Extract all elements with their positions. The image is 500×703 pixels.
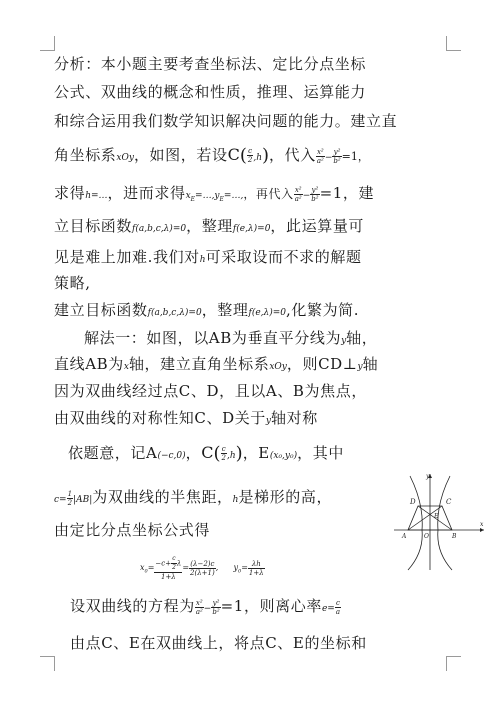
text-line-16: 由定比分点坐标公式得 <box>54 521 211 539</box>
text-fragment: ，如图，若设 <box>133 146 228 164</box>
label-d: D <box>410 498 416 506</box>
text-fragment: 求得 <box>54 184 86 202</box>
text-line-3: 和综合运用我们数学知识解决问题的能力。建立直 <box>54 112 398 130</box>
text-line-17: 设双曲线的方程为 $\frac{\text{x²}}{\text{a²}}$ − $\frac{\text{y²}}{\text{b²}}$ =1，则离心率e= $\frac{c}{a}$ <box>70 597 341 616</box>
math-h-dots: h=… <box>85 191 108 201</box>
fraction-c-over-a: $\frac{c}{a}$ <box>335 598 341 616</box>
hyperbola-right-branch <box>438 476 452 570</box>
math-h: h <box>199 255 206 265</box>
text-fragment: 可采取设而不求的解题 <box>205 248 362 266</box>
x-axis-arrow <box>480 528 484 532</box>
text-fragment: 轴，建立直角坐标系 <box>128 355 270 373</box>
text-fragment: ，代入 <box>269 146 316 164</box>
math-h: h <box>232 495 239 505</box>
margin-corner-bottom-right <box>446 656 461 671</box>
text-fragment: 建立目标函数 <box>54 301 148 319</box>
margin-corner-top-left <box>40 36 55 51</box>
text-line-7 <box>54 247 362 270</box>
text-fragment: ，整理 <box>201 301 249 319</box>
fraction-c-over-2: $\frac{c}{2}$ <box>247 147 253 164</box>
text-fragment: ，此运算量可 <box>270 217 365 235</box>
math-f-abc: f(a,b,c,λ)=0 <box>147 308 202 318</box>
math-xoy: xOy <box>269 362 287 372</box>
text-fragment: ,化繁为简. <box>286 301 360 319</box>
label-y: y <box>426 473 430 480</box>
text-line-4: 角坐标系xOy，如图，若设C( $\frac{c}{2}$ ,h)，代入 $\frac{\text{x²}}{\text{a²}}$ − $\frac{\text{y²}}{\text{b²}}$ =1， <box>54 145 369 166</box>
text-fragment: 轴 <box>362 355 379 373</box>
label-e: E <box>434 513 439 520</box>
text-line-8: 策略, <box>54 274 91 292</box>
ratio-formula: $x_0=$ −c+ $\frac{c}{2}$ λ 1+λ = $\frac{(\lambda-2)c}{2(\lambda+1)}$ , $y_0=$ $\frac{\lambda h}{1+\lambda}$ <box>140 555 264 581</box>
text-fragment: 立目标函数 <box>54 217 133 235</box>
margin-corner-top-right <box>446 36 461 51</box>
math-point-c: C( $\frac{c}{2}$ ,h) <box>227 145 270 166</box>
text-fragment: ，整理 <box>186 217 233 235</box>
text-fragment: 设双曲线的方程为 <box>70 597 195 615</box>
math-y: y <box>357 362 363 372</box>
text-fragment: ，进而求得 <box>107 184 186 202</box>
text-fragment: =1，则离心率 <box>220 597 322 615</box>
label-b: B <box>452 533 457 540</box>
math-f-abc: f(a,b,c,λ)=0 <box>132 224 187 234</box>
fraction-x2-over-a2: $\frac{\text{x²}}{\text{a²}}$ <box>316 147 324 165</box>
text-fragment: 直线AB为 <box>54 355 124 373</box>
hyperbola-trapezoid-figure <box>388 470 488 572</box>
fraction-half: $\frac{1}{2}$ <box>67 489 73 507</box>
text-line-2: 公式、双曲线的概念和性质，推理、运算能力 <box>54 83 367 101</box>
fraction-c-over-2: $\frac{c}{2}$ <box>221 445 226 462</box>
text-fragment: ，其中 <box>297 444 344 462</box>
text-fragment: =1， <box>341 150 369 163</box>
text-line-18: 由点C、E在双曲线上，将点C、E的坐标和 <box>70 634 367 652</box>
fraction-x2-over-a2: $\frac{\text{x²}}{\text{a²}}$ <box>195 598 203 616</box>
text-fragment: ， <box>185 444 202 462</box>
math-f-e: f(e,λ)=0 <box>248 308 287 318</box>
label-a: A <box>402 533 407 540</box>
text-fragment: ，则CD⊥ <box>286 355 358 373</box>
text-fragment: 依题意，记A <box>68 444 158 462</box>
text-line-9 <box>54 300 359 323</box>
text-fragment: 轴， <box>346 329 378 347</box>
math-x: x <box>123 362 129 372</box>
text-line-1: 分析：本小题主要考查坐标法、定比分点坐标 <box>54 55 367 73</box>
math-c-eq: c= <box>54 495 67 505</box>
text-fragment: =1，建 <box>319 184 375 202</box>
text-line-11 <box>54 354 378 377</box>
fraction-x2-over-a2: $\frac{\text{x²}}{\text{a²}}$ <box>294 185 302 203</box>
text-fragment: ，再代入 <box>243 187 294 201</box>
text-fragment: 见是难上加难.我们对 <box>54 248 200 266</box>
label-x: x <box>480 521 484 528</box>
margin-corner-bottom-left <box>40 656 55 671</box>
text-fragment: ，E <box>242 444 270 462</box>
text-fragment: 是梯形的高， <box>238 488 333 506</box>
math-point-a: (−c,0) <box>157 451 186 461</box>
fraction-y2-over-b2: $\frac{\text{y²}}{\text{b²}}$ <box>333 147 341 165</box>
math-eccentricity: e= <box>321 604 335 614</box>
math-f-e: f(e,λ)=0 <box>232 224 271 234</box>
math-point-c: C( $\frac{c}{2}$ ,h) <box>201 443 243 464</box>
text-line-5: 求得h=…，进而求得$x_E=\dots,y_E=\dots$,，再代入 $\frac{\text{x²}}{\text{a²}}$ − $\frac{\text{y²}}{\text{b²}}$ =1，建 <box>54 184 375 203</box>
fraction-y2-over-b2: $\frac{\text{y²}}{\text{b²}}$ <box>212 598 220 616</box>
math-xoy: xOy <box>116 153 134 163</box>
label-c: C <box>446 498 452 506</box>
text-fragment: 轴对称 <box>271 409 318 427</box>
text-line-6 <box>54 216 364 239</box>
text-line-15 <box>54 487 332 510</box>
text-line-14 <box>68 443 344 466</box>
text-fragment: 解法一：如图，以AB为垂直平分线为 <box>84 329 342 347</box>
math-ab: |AB| <box>73 495 93 505</box>
text-fragment: 为双曲线的半焦距， <box>92 488 233 506</box>
math-x-e: $x_E=\dots,y_E=\dots$, <box>185 191 244 203</box>
text-fragment: 角坐标系 <box>54 146 117 164</box>
hyperbola-left-branch <box>408 476 422 570</box>
math-y: y <box>341 336 347 346</box>
text-fragment: 由双曲线的对称性知C、D关于 <box>54 409 266 427</box>
text-line-12: 因为双曲线经过点C、D，且以A、B为焦点， <box>54 382 367 400</box>
label-o: O <box>424 533 429 540</box>
math-point-e: (x₀,y₀) <box>269 451 298 461</box>
fraction-y2-over-b2: $\frac{\text{y²}}{\text{b²}}$ <box>311 185 319 203</box>
math-y: y <box>265 416 271 426</box>
text-line-10 <box>84 328 377 351</box>
text-line-13 <box>54 408 318 431</box>
